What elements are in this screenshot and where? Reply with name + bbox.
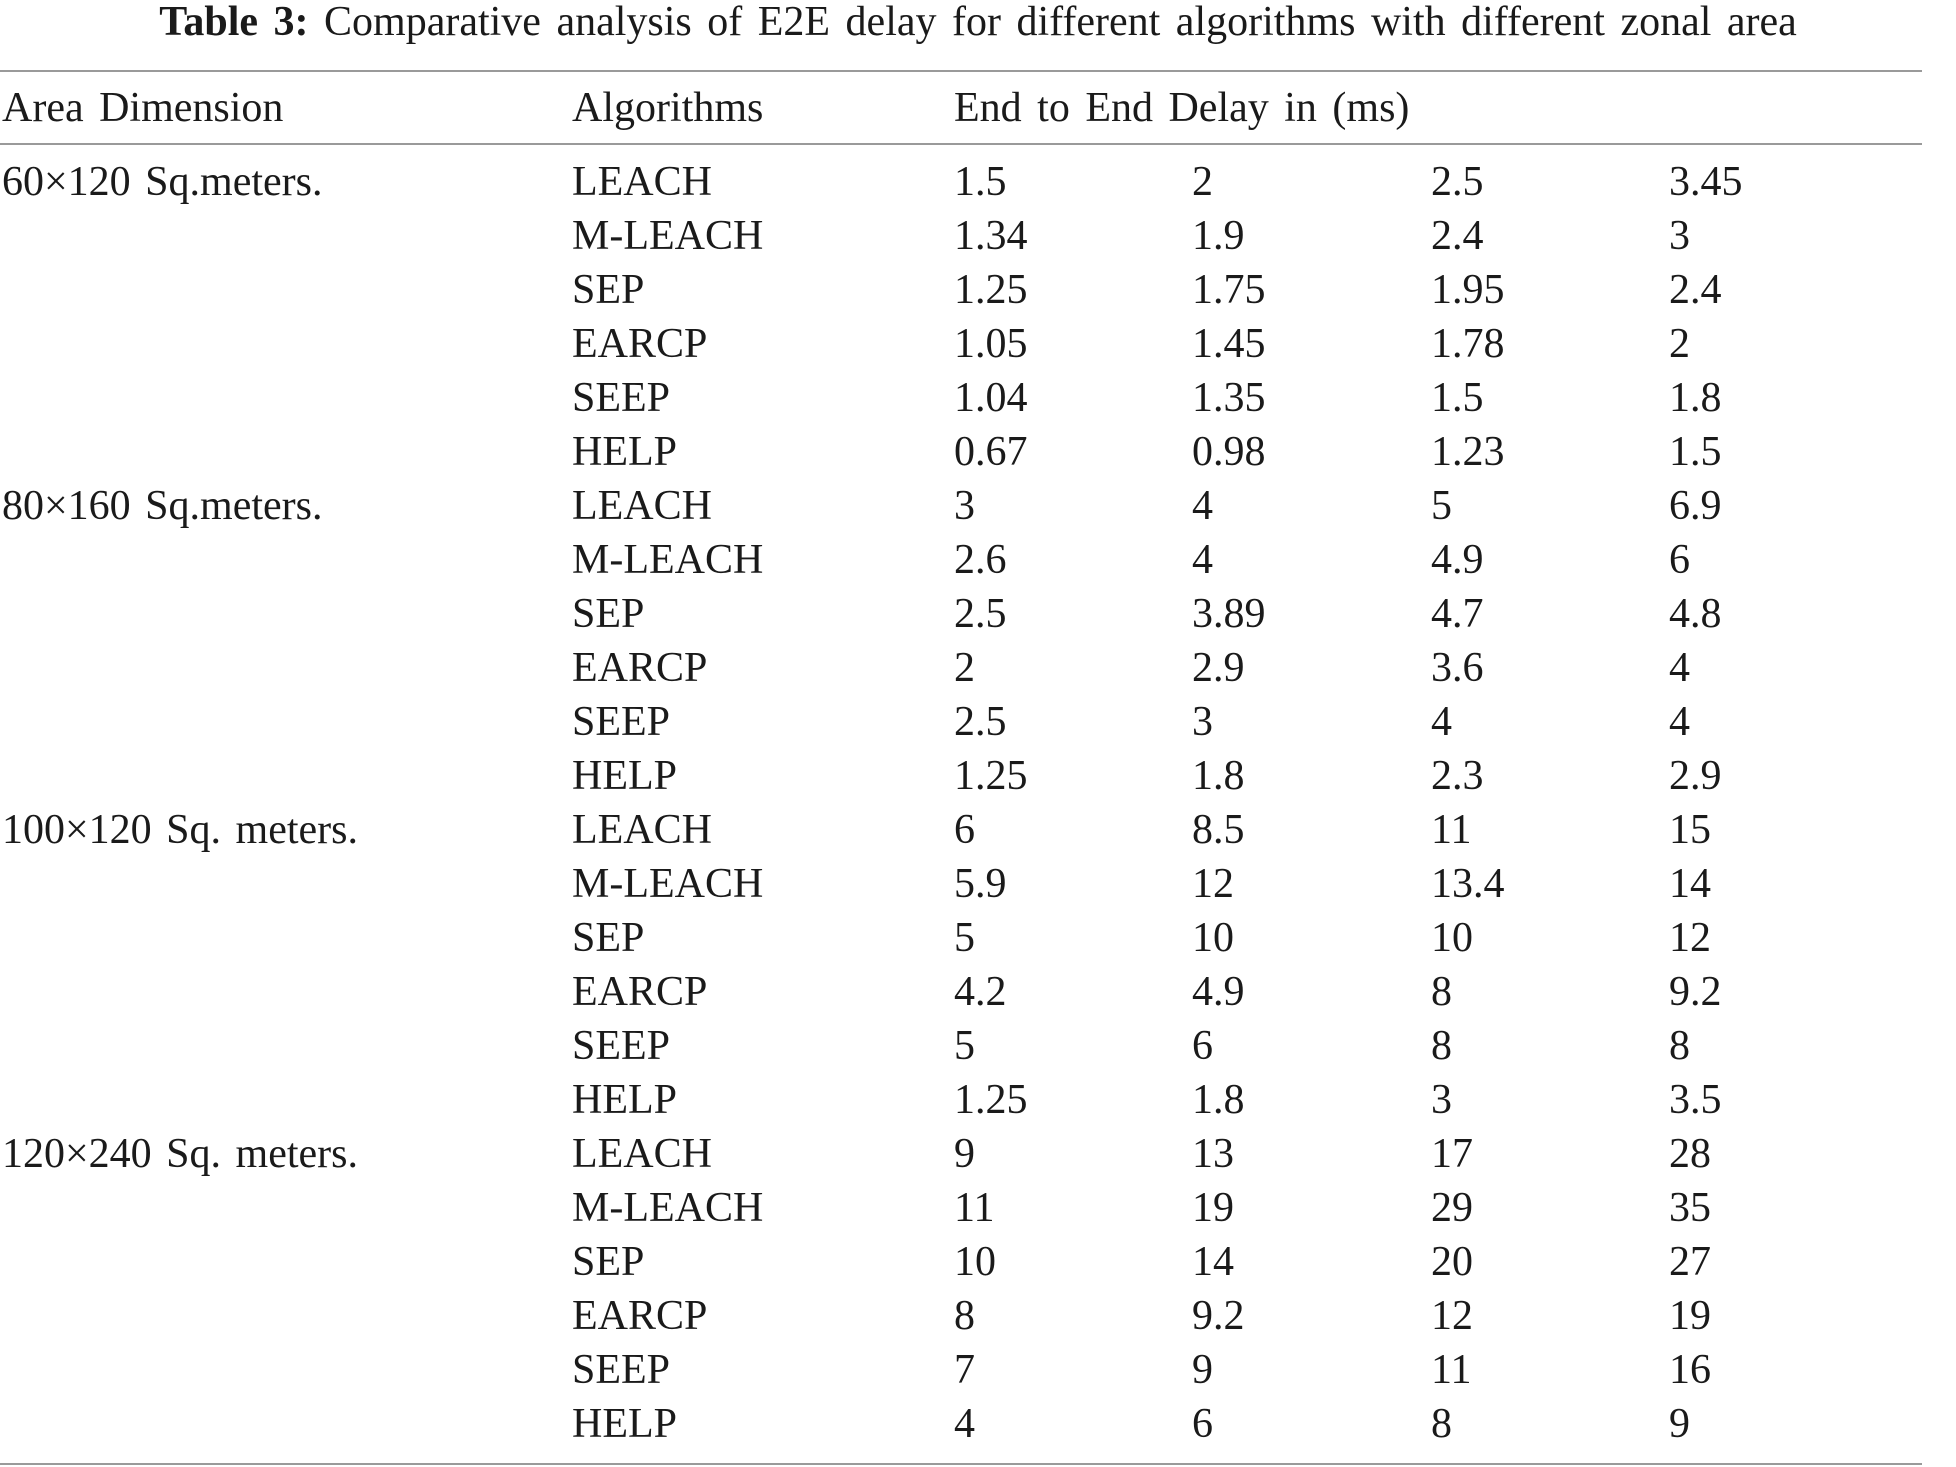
- algorithm-cell: HELP: [572, 429, 677, 475]
- delay-value-cell: 10: [1431, 915, 1473, 961]
- delay-value-cell: 4: [1669, 699, 1690, 745]
- table-row: [0, 587, 1922, 641]
- delay-value-cell: 1.04: [954, 375, 1028, 421]
- delay-value-cell: 4.7: [1431, 591, 1484, 637]
- algorithm-cell: LEACH: [572, 807, 712, 853]
- algorithm-cell: M-LEACH: [572, 861, 764, 907]
- algorithm-cell: LEACH: [572, 1131, 712, 1177]
- delay-value-cell: 13: [1192, 1131, 1234, 1177]
- delay-value-cell: 3.89: [1192, 591, 1266, 637]
- table-row: [0, 1127, 1922, 1181]
- delay-value-cell: 6: [1192, 1023, 1213, 1069]
- delay-value-cell: 2.6: [954, 537, 1007, 583]
- delay-value-cell: 4: [1192, 483, 1213, 529]
- table-row: [0, 317, 1922, 371]
- delay-value-cell: 8.5: [1192, 807, 1245, 853]
- delay-value-cell: 1.25: [954, 267, 1028, 313]
- table-top-rule: [0, 70, 1922, 72]
- algorithm-cell: EARCP: [572, 645, 708, 691]
- algorithm-cell: EARCP: [572, 1293, 708, 1339]
- table-row: [0, 1235, 1922, 1289]
- table-row: [0, 209, 1922, 263]
- delay-value-cell: 1.75: [1192, 267, 1266, 313]
- delay-value-cell: 19: [1192, 1185, 1234, 1231]
- delay-value-cell: 7: [954, 1347, 975, 1393]
- table-row: [0, 1343, 1922, 1397]
- table-caption-label: Table 3:: [159, 0, 309, 45]
- delay-value-cell: 10: [954, 1239, 996, 1285]
- delay-value-cell: 20: [1431, 1239, 1473, 1285]
- delay-value-cell: 2.4: [1669, 267, 1722, 313]
- delay-value-cell: 11: [1431, 807, 1472, 853]
- delay-value-cell: 11: [1431, 1347, 1472, 1393]
- delay-value-cell: 1.34: [954, 213, 1028, 259]
- delay-value-cell: 4.2: [954, 969, 1007, 1015]
- delay-value-cell: 1.5: [1669, 429, 1722, 475]
- algorithm-cell: SEEP: [572, 1023, 671, 1069]
- delay-value-cell: 8: [1431, 1023, 1452, 1069]
- delay-value-cell: 17: [1431, 1131, 1473, 1177]
- delay-value-cell: 9.2: [1669, 969, 1722, 1015]
- delay-value-cell: 5: [1431, 483, 1452, 529]
- delay-value-cell: 8: [1669, 1023, 1690, 1069]
- delay-value-cell: 1.95: [1431, 267, 1505, 313]
- algorithm-cell: HELP: [572, 1077, 677, 1123]
- table-row: [0, 1397, 1922, 1451]
- delay-value-cell: 1.45: [1192, 321, 1266, 367]
- delay-value-cell: 3.6: [1431, 645, 1484, 691]
- delay-value-cell: 19: [1669, 1293, 1711, 1339]
- table-row: [0, 641, 1922, 695]
- algorithm-cell: EARCP: [572, 321, 708, 367]
- delay-value-cell: 4.9: [1192, 969, 1245, 1015]
- table-row: [0, 749, 1922, 803]
- algorithm-cell: M-LEACH: [572, 537, 764, 583]
- delay-value-cell: 4: [1431, 699, 1452, 745]
- delay-value-cell: 1.23: [1431, 429, 1505, 475]
- table-row: [0, 803, 1922, 857]
- delay-value-cell: 27: [1669, 1239, 1711, 1285]
- delay-value-cell: 1.25: [954, 1077, 1028, 1123]
- delay-value-cell: 16: [1669, 1347, 1711, 1393]
- delay-value-cell: 12: [1431, 1293, 1473, 1339]
- delay-value-cell: 5: [954, 1023, 975, 1069]
- algorithm-cell: SEEP: [572, 375, 671, 421]
- table-caption: [0, 0, 1956, 52]
- algorithm-cell: SEP: [572, 267, 645, 313]
- delay-value-cell: 1.35: [1192, 375, 1266, 421]
- delay-value-cell: 2.9: [1192, 645, 1245, 691]
- delay-value-cell: 3: [954, 483, 975, 529]
- table-row: [0, 965, 1922, 1019]
- delay-value-cell: 1.05: [954, 321, 1028, 367]
- delay-value-cell: 1.9: [1192, 213, 1245, 259]
- delay-value-cell: 0.67: [954, 429, 1028, 475]
- delay-value-cell: 13.4: [1431, 861, 1505, 907]
- delay-value-cell: 2.5: [954, 591, 1007, 637]
- delay-value-cell: 9: [1669, 1401, 1690, 1447]
- delay-value-cell: 1.25: [954, 753, 1028, 799]
- table-bottom-rule: [0, 1463, 1922, 1465]
- delay-value-cell: 9.2: [1192, 1293, 1245, 1339]
- table-row: [0, 1073, 1922, 1127]
- delay-value-cell: 2: [1669, 321, 1690, 367]
- delay-value-cell: 2.4: [1431, 213, 1484, 259]
- delay-value-cell: 1.5: [1431, 375, 1484, 421]
- area-dimension-cell: 100×120 Sq. meters.: [2, 807, 358, 853]
- table-row: [0, 425, 1922, 479]
- delay-value-cell: 1.78: [1431, 321, 1505, 367]
- delay-value-cell: 4: [1192, 537, 1213, 583]
- delay-value-cell: 9: [1192, 1347, 1213, 1393]
- table-row: [0, 857, 1922, 911]
- delay-value-cell: 35: [1669, 1185, 1711, 1231]
- delay-value-cell: 15: [1669, 807, 1711, 853]
- delay-value-cell: 2.5: [954, 699, 1007, 745]
- delay-value-cell: 3: [1669, 213, 1690, 259]
- header-end-to-end-delay: End to End Delay in (ms): [954, 85, 1410, 131]
- delay-value-cell: 1.8: [1192, 1077, 1245, 1123]
- table-row: [0, 695, 1922, 749]
- delay-value-cell: 5.9: [954, 861, 1007, 907]
- delay-value-cell: 3: [1431, 1077, 1452, 1123]
- delay-value-cell: 8: [1431, 1401, 1452, 1447]
- area-dimension-cell: 120×240 Sq. meters.: [2, 1131, 358, 1177]
- delay-value-cell: 2.3: [1431, 753, 1484, 799]
- delay-value-cell: 14: [1192, 1239, 1234, 1285]
- delay-value-cell: 28: [1669, 1131, 1711, 1177]
- delay-value-cell: 2: [1192, 159, 1213, 205]
- table-caption-text: Comparative analysis of E2E delay for different algorithms with different zonal area: [324, 0, 1797, 45]
- delay-value-cell: 1.5: [954, 159, 1007, 205]
- header-algorithms: Algorithms: [572, 85, 764, 131]
- area-dimension-cell: 80×160 Sq.meters.: [2, 483, 323, 529]
- delay-value-cell: 4: [954, 1401, 975, 1447]
- algorithm-cell: EARCP: [572, 969, 708, 1015]
- delay-value-cell: 12: [1192, 861, 1234, 907]
- algorithm-cell: LEACH: [572, 159, 712, 205]
- table-row: [0, 479, 1922, 533]
- table-row: [0, 1019, 1922, 1073]
- delay-value-cell: 2.5: [1431, 159, 1484, 205]
- algorithm-cell: SEP: [572, 1239, 645, 1285]
- delay-value-cell: 1.8: [1192, 753, 1245, 799]
- delay-value-cell: 6: [1192, 1401, 1213, 1447]
- table-row: [0, 911, 1922, 965]
- delay-value-cell: 4: [1669, 645, 1690, 691]
- delay-value-cell: 10: [1192, 915, 1234, 961]
- delay-value-cell: 3.45: [1669, 159, 1743, 205]
- delay-value-cell: 0.98: [1192, 429, 1266, 475]
- algorithm-cell: SEEP: [572, 699, 671, 745]
- algorithm-cell: M-LEACH: [572, 1185, 764, 1231]
- table-row: [0, 1289, 1922, 1343]
- table-row: [0, 533, 1922, 587]
- table-body: [0, 155, 1922, 1451]
- delay-value-cell: 29: [1431, 1185, 1473, 1231]
- table-row: [0, 263, 1922, 317]
- table-row: [0, 371, 1922, 425]
- delay-value-cell: 6.9: [1669, 483, 1722, 529]
- delay-value-cell: 6: [954, 807, 975, 853]
- table-row: [0, 155, 1922, 209]
- algorithm-cell: SEP: [572, 591, 645, 637]
- delay-value-cell: 11: [954, 1185, 995, 1231]
- delay-value-cell: 4.8: [1669, 591, 1722, 637]
- delay-value-cell: 3: [1192, 699, 1213, 745]
- algorithm-cell: HELP: [572, 1401, 677, 1447]
- delay-value-cell: 4.9: [1431, 537, 1484, 583]
- delay-value-cell: 1.8: [1669, 375, 1722, 421]
- algorithm-cell: M-LEACH: [572, 213, 764, 259]
- delay-value-cell: 6: [1669, 537, 1690, 583]
- delay-value-cell: 2.9: [1669, 753, 1722, 799]
- table-header-row: [0, 78, 1922, 138]
- algorithm-cell: HELP: [572, 753, 677, 799]
- algorithm-cell: SEP: [572, 915, 645, 961]
- delay-value-cell: 9: [954, 1131, 975, 1177]
- table-row: [0, 1181, 1922, 1235]
- algorithm-cell: LEACH: [572, 483, 712, 529]
- delay-value-cell: 2: [954, 645, 975, 691]
- delay-value-cell: 12: [1669, 915, 1711, 961]
- algorithm-cell: SEEP: [572, 1347, 671, 1393]
- area-dimension-cell: 60×120 Sq.meters.: [2, 159, 323, 205]
- table-header-rule: [0, 143, 1922, 145]
- delay-value-cell: 8: [1431, 969, 1452, 1015]
- delay-value-cell: 5: [954, 915, 975, 961]
- delay-value-cell: 14: [1669, 861, 1711, 907]
- delay-value-cell: 8: [954, 1293, 975, 1339]
- header-area-dimension: Area Dimension: [2, 85, 284, 131]
- delay-value-cell: 3.5: [1669, 1077, 1722, 1123]
